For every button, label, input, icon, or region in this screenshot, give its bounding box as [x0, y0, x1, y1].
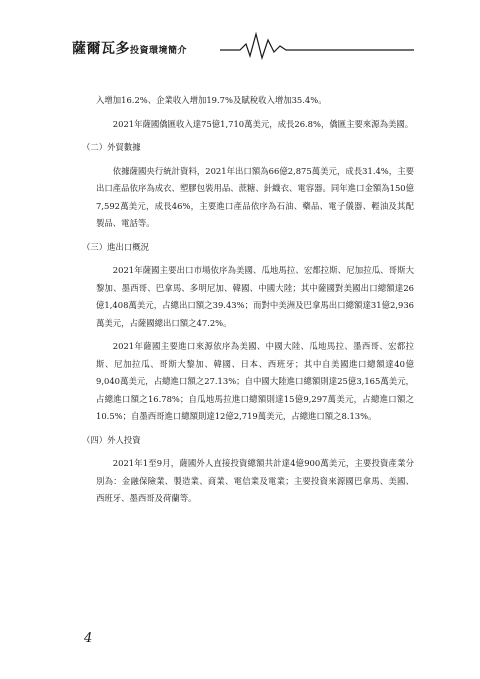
section-heading: （二）外貿數據	[82, 142, 141, 152]
paragraph: 2021年薩國僑匯收入達75億1,710萬美元，成長26.8%，僑匯主要來源為美國。	[112, 118, 414, 129]
paragraph: 2021年薩國主要出口市場依序為美國、瓜地馬拉、宏都拉斯、尼加拉瓜、哥斯大黎加、墨西哥、巴拿馬、多明尼加、韓國、中國大陸；其中薩國對美國出口總額達26億1,408萬美元，占總出口額之39.43%；而對中美洲及巴拿馬出口總額達31億2,936萬美元，占薩國總出口額之47.2%。	[96, 265, 414, 328]
paragraph: 2021年薩國主要進口來源依序為美國、中國大陸、瓜地馬拉、墨西哥、宏都拉斯、尼加拉瓜、哥斯大黎加、韓國、日本、西班牙；其中自美國進口總額達40億9,040萬美元，占總進口額之27.13%；自中國大陸進口總額則達25億3,165萬美元，占總進口額之16.78%；自瓜地馬拉進口總額則達15億9,297萬美元，占總進口額之10.5%；自墨西哥進口總額則達12億2,719萬美元，占總進口額之8.13%。	[96, 341, 414, 421]
section-heading: （三）進出口概況	[82, 241, 149, 252]
header-wave-line	[0, 0, 480, 60]
brand-title-sub: 投資環境簡介	[130, 46, 188, 56]
brand-title-main: 薩爾瓦多	[72, 41, 130, 57]
page-number: 4	[84, 631, 93, 646]
page-header	[0, 0, 480, 60]
section-heading: （四）外人投資	[82, 434, 141, 445]
paragraph: 依據薩國央行統計資料，2021年出口額為66億2,875萬美元，成長31.4%，主要出口產品依序為成衣、塑膠包裝用品、蔗糖、針織衣、電容器。同年進口金額為150億7,592萬美元，成長46%，主要進口產品依序為石油、藥品、電子儀器、輕油及其配製品、電話等。	[96, 165, 414, 228]
paragraph: 入增加16.2%、企業收入增加19.7%及賦稅收入增加35.4%。	[96, 95, 327, 105]
body-text	[82, 92, 414, 514]
paragraph: 2021年1至9月，薩國外人直接投資總額共計達4億900萬美元，主要投資產業分別為：金融保險業、製造業、商業、電信業及電業；主要投資來源國巴拿馬、美國、西班牙、墨西哥及荷蘭等。	[96, 458, 414, 503]
